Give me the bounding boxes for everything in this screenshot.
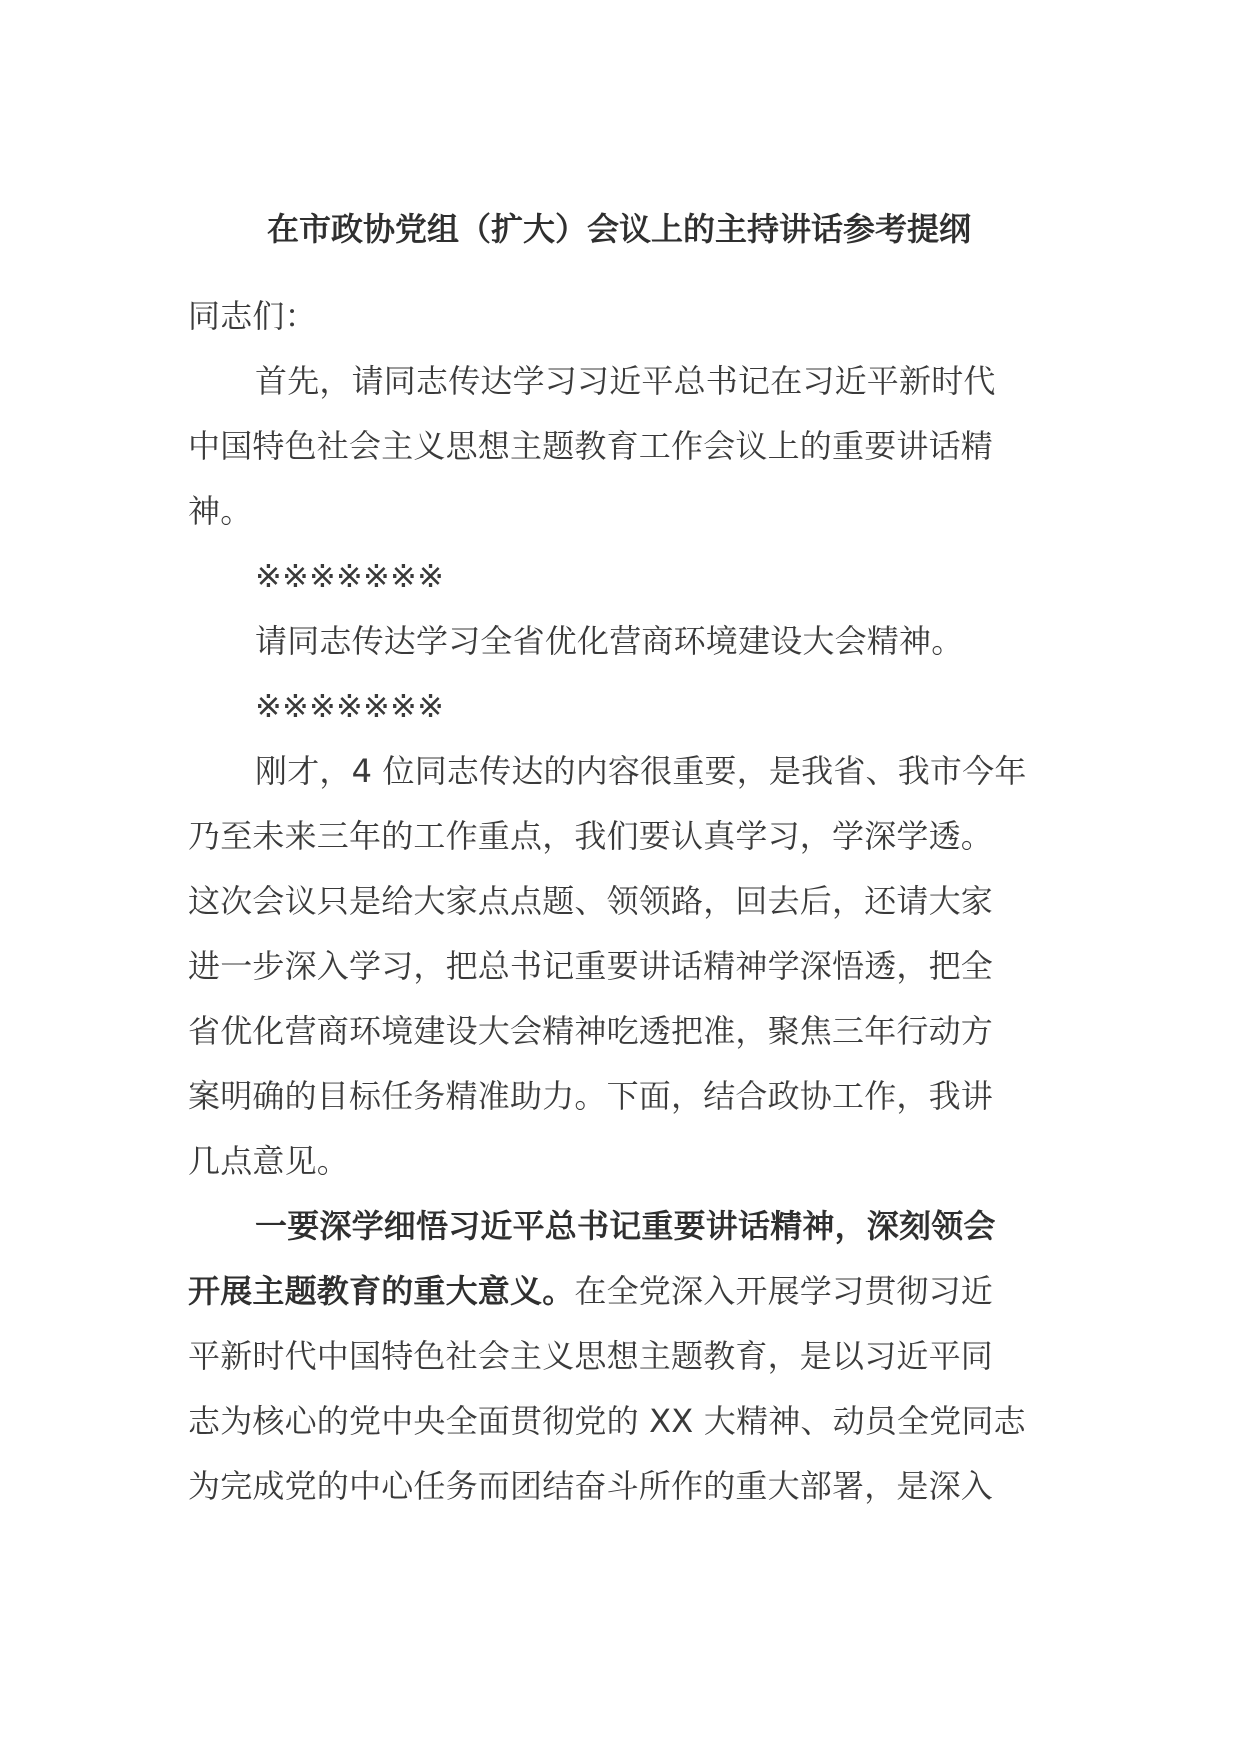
paragraph-1	[188, 349, 1050, 544]
paragraph-3	[188, 739, 1050, 1194]
paragraph-line: 刚才，4 位同志传达的内容很重要，是我省、我市今年	[255, 752, 1027, 790]
paragraph-line: 省优化营商环境建设大会精神吃透把准，聚焦三年行动方	[188, 1012, 994, 1050]
paragraph-line: 案明确的目标任务精准助力。下面，结合政协工作，我讲	[188, 1077, 994, 1115]
paragraph-line: 神。	[188, 492, 253, 530]
paragraph-line: 这次会议只是给大家点点题、领领路，回去后，还请大家	[188, 882, 994, 920]
paragraph-line: 中国特色社会主义思想主题教育工作会议上的重要讲话精	[188, 427, 994, 465]
separator-marks: ※※※※※※※	[255, 557, 445, 595]
paragraph-line: 进一步深入学习，把总书记重要讲话精神学深悟透，把全	[188, 947, 994, 985]
paragraph-2: 请同志传达学习全省优化营商环境建设大会精神。	[255, 622, 964, 660]
document-page	[188, 205, 1050, 1519]
paragraph-4	[188, 1194, 1050, 1519]
paragraph-text: 在全党深入开展学习贯彻习近	[574, 1272, 994, 1310]
separator-marks: ※※※※※※※	[255, 687, 445, 725]
paragraph-line: 志为核心的党中央全面贯彻党的 XX 大精神、动员全党同志	[188, 1402, 1026, 1440]
paragraph-line	[188, 1259, 1050, 1324]
paragraph-line: 平新时代中国特色社会主义思想主题教育，是以习近平同	[188, 1337, 994, 1375]
document-title: 在市政协党组（扩大）会议上的主持讲话参考提纲	[266, 210, 971, 248]
salutation: 同志们：	[188, 297, 317, 335]
paragraph-line: 几点意见。	[188, 1142, 350, 1180]
section-heading-line: 一要深学细悟习近平总书记重要讲话精神，深刻领会	[255, 1207, 996, 1245]
paragraph-line: 为完成党的中心任务而团结奋斗所作的重大部署，是深入	[188, 1467, 994, 1505]
paragraph-line: 乃至未来三年的工作重点，我们要认真学习，学深学透。	[188, 817, 994, 855]
paragraph-line: 首先，请同志传达学习习近平总书记在习近平新时代	[255, 362, 996, 400]
section-heading-tail: 开展主题教育的重大意义。	[188, 1272, 575, 1310]
